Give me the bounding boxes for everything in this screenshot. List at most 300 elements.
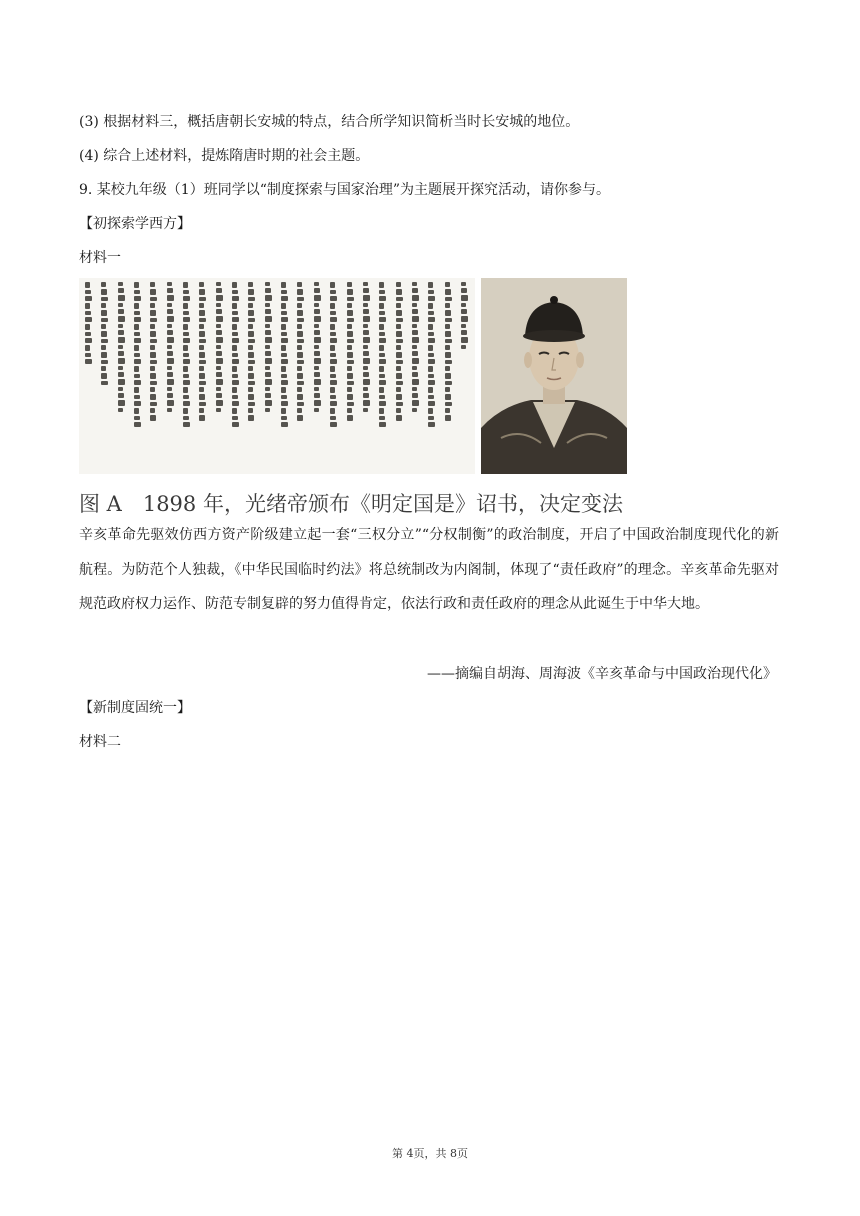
edict-glyph bbox=[101, 289, 107, 295]
edict-glyph bbox=[396, 297, 403, 301]
edict-glyph bbox=[363, 372, 369, 377]
figure-a bbox=[79, 278, 627, 474]
edict-glyph bbox=[428, 282, 433, 288]
edict-glyph bbox=[134, 366, 139, 372]
edict-glyph bbox=[363, 393, 369, 398]
edict-glyph bbox=[232, 296, 239, 301]
edict-text-column bbox=[265, 282, 271, 468]
edict-glyph bbox=[183, 324, 188, 330]
edict-glyph bbox=[428, 324, 433, 330]
edict-glyph bbox=[396, 387, 401, 392]
edict-glyph bbox=[167, 358, 174, 364]
edict-glyph bbox=[363, 351, 369, 356]
edict-glyph bbox=[379, 324, 384, 330]
edict-glyph bbox=[396, 282, 401, 287]
edict-glyph bbox=[297, 366, 302, 371]
edict-glyph bbox=[412, 324, 417, 328]
edict-glyph bbox=[379, 296, 386, 301]
edict-glyph bbox=[199, 415, 205, 421]
edict-glyph bbox=[379, 401, 386, 406]
edict-glyph bbox=[199, 310, 205, 316]
edict-text-column bbox=[396, 282, 402, 468]
edict-glyph bbox=[347, 339, 354, 343]
edict-glyph bbox=[281, 416, 287, 420]
edict-glyph bbox=[314, 351, 320, 356]
edict-glyph bbox=[167, 337, 174, 343]
edict-glyph bbox=[150, 366, 155, 371]
edict-glyph bbox=[265, 408, 270, 412]
edict-glyph bbox=[150, 415, 156, 421]
edict-glyph bbox=[134, 408, 139, 414]
edict-glyph bbox=[216, 408, 221, 412]
edict-glyph bbox=[199, 373, 205, 379]
edict-glyph bbox=[183, 353, 189, 357]
edict-glyph bbox=[445, 387, 450, 392]
material-1-source: ——摘编自胡海、周海波《辛亥革命与中国政治现代化》 bbox=[427, 666, 777, 682]
edict-glyph bbox=[232, 387, 237, 393]
edict-text-column bbox=[199, 282, 205, 468]
edict-glyph bbox=[330, 311, 336, 315]
edict-glyph bbox=[183, 366, 188, 372]
edict-glyph bbox=[265, 372, 271, 377]
edict-glyph bbox=[232, 366, 237, 372]
edict-glyph bbox=[412, 358, 419, 364]
edict-glyph bbox=[167, 379, 174, 385]
edict-glyph bbox=[396, 310, 402, 316]
edict-glyph bbox=[363, 345, 368, 349]
edict-glyph bbox=[232, 282, 237, 288]
edict-glyph bbox=[396, 402, 403, 406]
edict-glyph bbox=[150, 297, 157, 301]
edict-text-column bbox=[428, 282, 434, 468]
edict-glyph bbox=[265, 324, 270, 328]
edict-glyph bbox=[396, 352, 402, 358]
edict-glyph bbox=[347, 297, 354, 301]
edict-glyph bbox=[379, 408, 384, 414]
edict-glyph bbox=[281, 353, 287, 357]
edict-text-column bbox=[461, 282, 467, 468]
edict-glyph bbox=[281, 401, 288, 406]
edict-glyph bbox=[347, 310, 353, 316]
edict-glyph bbox=[297, 339, 304, 343]
edict-image bbox=[79, 278, 475, 474]
edict-glyph bbox=[445, 289, 451, 295]
edict-glyph bbox=[363, 295, 370, 301]
edict-glyph bbox=[118, 303, 123, 307]
edict-glyph bbox=[412, 400, 419, 406]
edict-glyph bbox=[347, 303, 352, 308]
edict-glyph bbox=[363, 309, 369, 314]
edict-glyph bbox=[248, 360, 255, 364]
edict-glyph bbox=[379, 395, 385, 399]
edict-glyph bbox=[445, 345, 450, 350]
edict-glyph bbox=[314, 379, 321, 385]
edict-glyph bbox=[199, 366, 204, 371]
edict-glyph bbox=[167, 309, 173, 314]
edict-glyph bbox=[330, 401, 337, 406]
edict-glyph bbox=[445, 352, 451, 358]
edict-glyph bbox=[216, 295, 223, 301]
edict-glyph bbox=[101, 360, 108, 364]
edict-glyph bbox=[118, 330, 124, 335]
edict-glyph bbox=[167, 303, 172, 307]
edict-glyph bbox=[150, 408, 155, 413]
edict-glyph bbox=[330, 338, 337, 343]
edict-glyph bbox=[412, 330, 418, 335]
edict-glyph bbox=[167, 288, 173, 293]
edict-glyph bbox=[232, 374, 238, 378]
edict-glyph bbox=[314, 387, 319, 391]
edict-glyph bbox=[297, 289, 303, 295]
edict-text-column bbox=[281, 282, 287, 468]
edict-glyph bbox=[428, 359, 435, 364]
edict-glyph bbox=[118, 337, 125, 343]
edict-glyph bbox=[118, 351, 124, 356]
edict-glyph bbox=[297, 402, 304, 406]
edict-glyph bbox=[183, 338, 190, 343]
edict-glyph bbox=[347, 381, 354, 385]
edict-glyph bbox=[461, 337, 468, 343]
edict-text-column bbox=[118, 282, 124, 468]
edict-glyph bbox=[396, 408, 401, 413]
edict-glyph bbox=[85, 353, 91, 357]
edict-glyph bbox=[134, 401, 141, 406]
edict-glyph bbox=[314, 282, 319, 286]
edict-glyph bbox=[461, 288, 467, 293]
edict-glyph bbox=[101, 297, 108, 301]
edict-glyph bbox=[118, 282, 123, 286]
edict-glyph bbox=[396, 381, 403, 385]
edict-glyph bbox=[379, 374, 385, 378]
edict-glyph bbox=[445, 303, 450, 308]
edict-text-column bbox=[232, 282, 238, 468]
edict-glyph bbox=[428, 374, 434, 378]
edict-glyph bbox=[461, 316, 468, 322]
edict-glyph bbox=[330, 366, 335, 372]
edict-text-column bbox=[101, 282, 107, 468]
edict-glyph bbox=[150, 331, 156, 337]
edict-glyph bbox=[281, 303, 286, 309]
edict-glyph bbox=[232, 395, 238, 399]
edict-glyph bbox=[412, 351, 418, 356]
edict-columns bbox=[85, 282, 467, 468]
edict-glyph bbox=[297, 352, 303, 358]
edict-glyph bbox=[199, 345, 204, 350]
edict-glyph bbox=[445, 339, 452, 343]
edict-glyph bbox=[248, 352, 254, 358]
edict-glyph bbox=[248, 366, 253, 371]
edict-glyph bbox=[297, 387, 302, 392]
edict-glyph bbox=[412, 288, 418, 293]
edict-glyph bbox=[281, 387, 286, 393]
edict-glyph bbox=[330, 359, 337, 364]
edict-glyph bbox=[134, 422, 141, 427]
edict-glyph bbox=[265, 303, 270, 307]
edict-text-column bbox=[363, 282, 369, 468]
edict-glyph bbox=[445, 373, 451, 379]
edict-glyph bbox=[379, 416, 385, 420]
edict-glyph bbox=[445, 310, 451, 316]
edict-glyph bbox=[265, 309, 271, 314]
figure-caption: 图 A 1898 年，光绪帝颁布《明定国是》诏书，决定变法 bbox=[79, 492, 623, 516]
edict-glyph bbox=[183, 359, 190, 364]
edict-glyph bbox=[314, 288, 320, 293]
edict-glyph bbox=[379, 366, 384, 372]
edict-glyph bbox=[167, 330, 173, 335]
edict-glyph bbox=[412, 309, 418, 314]
edict-glyph bbox=[150, 345, 155, 350]
edict-glyph bbox=[314, 337, 321, 343]
edict-text-column bbox=[150, 282, 156, 468]
edict-glyph bbox=[85, 324, 90, 330]
edict-glyph bbox=[330, 290, 336, 294]
edict-glyph bbox=[363, 379, 370, 385]
edict-glyph bbox=[232, 359, 239, 364]
edict-glyph bbox=[445, 318, 452, 322]
edict-glyph bbox=[216, 372, 222, 377]
edict-glyph bbox=[412, 366, 417, 370]
edict-glyph bbox=[347, 331, 353, 337]
edict-glyph bbox=[248, 402, 255, 406]
edict-glyph bbox=[412, 303, 417, 307]
edict-glyph bbox=[150, 381, 157, 385]
edict-glyph bbox=[216, 337, 223, 343]
edict-glyph bbox=[183, 345, 188, 351]
edict-glyph bbox=[428, 380, 435, 385]
edict-glyph bbox=[85, 359, 92, 364]
edict-glyph bbox=[134, 317, 141, 322]
edict-glyph bbox=[281, 359, 288, 364]
edict-glyph bbox=[379, 332, 385, 336]
edict-glyph bbox=[379, 311, 385, 315]
edict-glyph bbox=[248, 303, 253, 308]
edict-glyph bbox=[330, 317, 337, 322]
edict-glyph bbox=[412, 345, 417, 349]
edict-glyph bbox=[396, 331, 402, 337]
edict-glyph bbox=[248, 310, 254, 316]
edict-glyph bbox=[428, 401, 435, 406]
edict-glyph bbox=[314, 316, 321, 322]
edict-glyph bbox=[461, 324, 466, 328]
edict-glyph bbox=[248, 415, 254, 421]
edict-text-column bbox=[347, 282, 353, 468]
edict-glyph bbox=[445, 394, 451, 400]
edict-glyph bbox=[347, 282, 352, 287]
edict-glyph bbox=[297, 394, 303, 400]
edict-glyph bbox=[232, 380, 239, 385]
edict-glyph bbox=[281, 408, 286, 414]
edict-glyph bbox=[314, 309, 320, 314]
edict-glyph bbox=[347, 324, 352, 329]
edict-glyph bbox=[428, 366, 433, 372]
edict-glyph bbox=[183, 282, 188, 288]
edict-glyph bbox=[85, 332, 91, 336]
edict-glyph bbox=[248, 345, 253, 350]
edict-text-column bbox=[248, 282, 254, 468]
edict-glyph bbox=[167, 366, 172, 370]
edict-glyph bbox=[314, 303, 319, 307]
edict-glyph bbox=[396, 318, 403, 322]
edict-glyph bbox=[363, 408, 368, 412]
edict-glyph bbox=[347, 408, 352, 413]
edict-glyph bbox=[183, 290, 189, 294]
edict-glyph bbox=[216, 366, 221, 370]
question-9: 9. 某校九年级（1）班同学以“制度探索与国家治理”为主题展开探究活动，请你参与。 bbox=[79, 182, 611, 198]
edict-glyph bbox=[265, 379, 272, 385]
edict-glyph bbox=[445, 331, 451, 337]
edict-glyph bbox=[85, 338, 92, 343]
edict-glyph bbox=[297, 381, 304, 385]
edict-glyph bbox=[134, 311, 140, 315]
edict-glyph bbox=[85, 290, 91, 294]
edict-glyph bbox=[216, 316, 223, 322]
edict-glyph bbox=[265, 400, 272, 406]
edict-glyph bbox=[85, 311, 91, 315]
edict-glyph bbox=[412, 282, 417, 286]
edict-glyph bbox=[199, 324, 204, 329]
edict-glyph bbox=[167, 324, 172, 328]
edict-glyph bbox=[428, 296, 435, 301]
edict-glyph bbox=[216, 303, 221, 307]
edict-glyph bbox=[347, 366, 352, 371]
edict-glyph bbox=[412, 372, 418, 377]
edict-glyph bbox=[428, 311, 434, 315]
edict-glyph bbox=[281, 296, 288, 301]
edict-glyph bbox=[232, 345, 237, 351]
edict-glyph bbox=[330, 422, 337, 427]
edict-glyph bbox=[232, 353, 238, 357]
edict-glyph bbox=[216, 330, 222, 335]
edict-glyph bbox=[183, 401, 190, 406]
edict-glyph bbox=[248, 373, 254, 379]
edict-glyph bbox=[445, 408, 450, 413]
question-3: (3) 根据材料三，概括唐朝长安城的特点，结合所学知识简析当时长安城的地位。 bbox=[79, 114, 580, 130]
edict-glyph bbox=[363, 387, 368, 391]
edict-glyph bbox=[134, 324, 139, 330]
edict-glyph bbox=[183, 395, 189, 399]
edict-glyph bbox=[265, 358, 272, 364]
edict-glyph bbox=[428, 353, 434, 357]
edict-glyph bbox=[134, 345, 139, 351]
edict-glyph bbox=[363, 400, 370, 406]
edict-glyph bbox=[150, 282, 155, 287]
edict-glyph bbox=[461, 309, 467, 314]
edict-glyph bbox=[265, 351, 271, 356]
edict-glyph bbox=[281, 422, 288, 427]
edict-glyph bbox=[379, 290, 385, 294]
edict-glyph bbox=[150, 402, 157, 406]
edict-text-column bbox=[297, 282, 303, 468]
edict-glyph bbox=[363, 358, 370, 364]
edict-glyph bbox=[461, 282, 466, 286]
edict-glyph bbox=[150, 289, 156, 295]
edict-glyph bbox=[232, 422, 239, 427]
edict-glyph bbox=[101, 318, 108, 322]
edict-glyph bbox=[330, 387, 335, 393]
edict-glyph bbox=[265, 330, 271, 335]
edict-glyph bbox=[428, 290, 434, 294]
edict-glyph bbox=[428, 345, 433, 351]
edict-glyph bbox=[183, 374, 189, 378]
edict-text-column bbox=[314, 282, 320, 468]
edict-glyph bbox=[183, 296, 190, 301]
edict-glyph bbox=[199, 331, 205, 337]
edict-glyph bbox=[167, 351, 173, 356]
edict-glyph bbox=[297, 331, 303, 337]
edict-glyph bbox=[101, 366, 106, 371]
edict-glyph bbox=[150, 339, 157, 343]
edict-glyph bbox=[412, 393, 418, 398]
edict-glyph bbox=[248, 394, 254, 400]
edict-glyph bbox=[347, 352, 353, 358]
edict-glyph bbox=[461, 345, 466, 349]
portrait-icon bbox=[481, 278, 627, 474]
edict-glyph bbox=[445, 360, 452, 364]
edict-glyph bbox=[118, 408, 123, 412]
edict-glyph bbox=[314, 330, 320, 335]
edict-glyph bbox=[85, 303, 90, 309]
edict-glyph bbox=[379, 303, 384, 309]
edict-glyph bbox=[428, 422, 435, 427]
edict-glyph bbox=[183, 317, 190, 322]
edict-glyph bbox=[297, 282, 302, 287]
edict-glyph bbox=[330, 303, 335, 309]
edict-glyph bbox=[412, 295, 419, 301]
edict-glyph bbox=[281, 282, 286, 288]
edict-glyph bbox=[118, 345, 123, 349]
edict-glyph bbox=[428, 395, 434, 399]
edict-glyph bbox=[265, 393, 271, 398]
edict-glyph bbox=[232, 303, 237, 309]
edict-glyph bbox=[118, 358, 125, 364]
edict-glyph bbox=[396, 324, 401, 329]
edict-glyph bbox=[248, 297, 255, 301]
edict-glyph bbox=[167, 316, 174, 322]
edict-glyph bbox=[101, 331, 107, 337]
material-1-paragraph: 辛亥革命先驱效仿西方资产阶级建立起一套“三权分立”“分权制衡”的政治制度，开启了中国政治制度现代化的新航程。为防范个人独裁，《中华民国临时约法》将总统制改为内阁制，体现了“责任政府”的理念。辛亥革命先驱对规范政府权力运作、防范专制复辟的努力值得肯定，依法行政和责任政府的理念从此诞生于中华大地。 bbox=[79, 527, 779, 612]
edict-glyph bbox=[85, 296, 92, 301]
edict-glyph bbox=[216, 288, 222, 293]
edict-glyph bbox=[118, 316, 125, 322]
edict-glyph bbox=[199, 394, 205, 400]
edict-text-column bbox=[85, 282, 91, 468]
edict-glyph bbox=[183, 332, 189, 336]
edict-glyph bbox=[281, 317, 288, 322]
edict-glyph bbox=[314, 400, 321, 406]
edict-glyph bbox=[232, 408, 237, 414]
edict-glyph bbox=[199, 339, 206, 343]
edict-glyph bbox=[248, 408, 253, 413]
edict-glyph bbox=[167, 400, 174, 406]
edict-glyph bbox=[281, 324, 286, 330]
edict-glyph bbox=[118, 295, 125, 301]
edict-glyph bbox=[347, 387, 352, 392]
edict-glyph bbox=[199, 318, 206, 322]
edict-glyph bbox=[199, 297, 206, 301]
edict-glyph bbox=[216, 358, 223, 364]
edict-glyph bbox=[85, 345, 90, 351]
edict-glyph bbox=[347, 289, 353, 295]
question-4: (4) 综合上述材料，提炼隋唐时期的社会主题。 bbox=[79, 148, 370, 164]
edict-glyph bbox=[461, 330, 467, 335]
edict-glyph bbox=[232, 338, 239, 343]
edict-glyph bbox=[347, 402, 354, 406]
edict-glyph bbox=[281, 290, 287, 294]
edict-glyph bbox=[281, 332, 287, 336]
edict-glyph bbox=[134, 290, 140, 294]
edict-glyph bbox=[363, 282, 368, 286]
edict-glyph bbox=[314, 358, 321, 364]
